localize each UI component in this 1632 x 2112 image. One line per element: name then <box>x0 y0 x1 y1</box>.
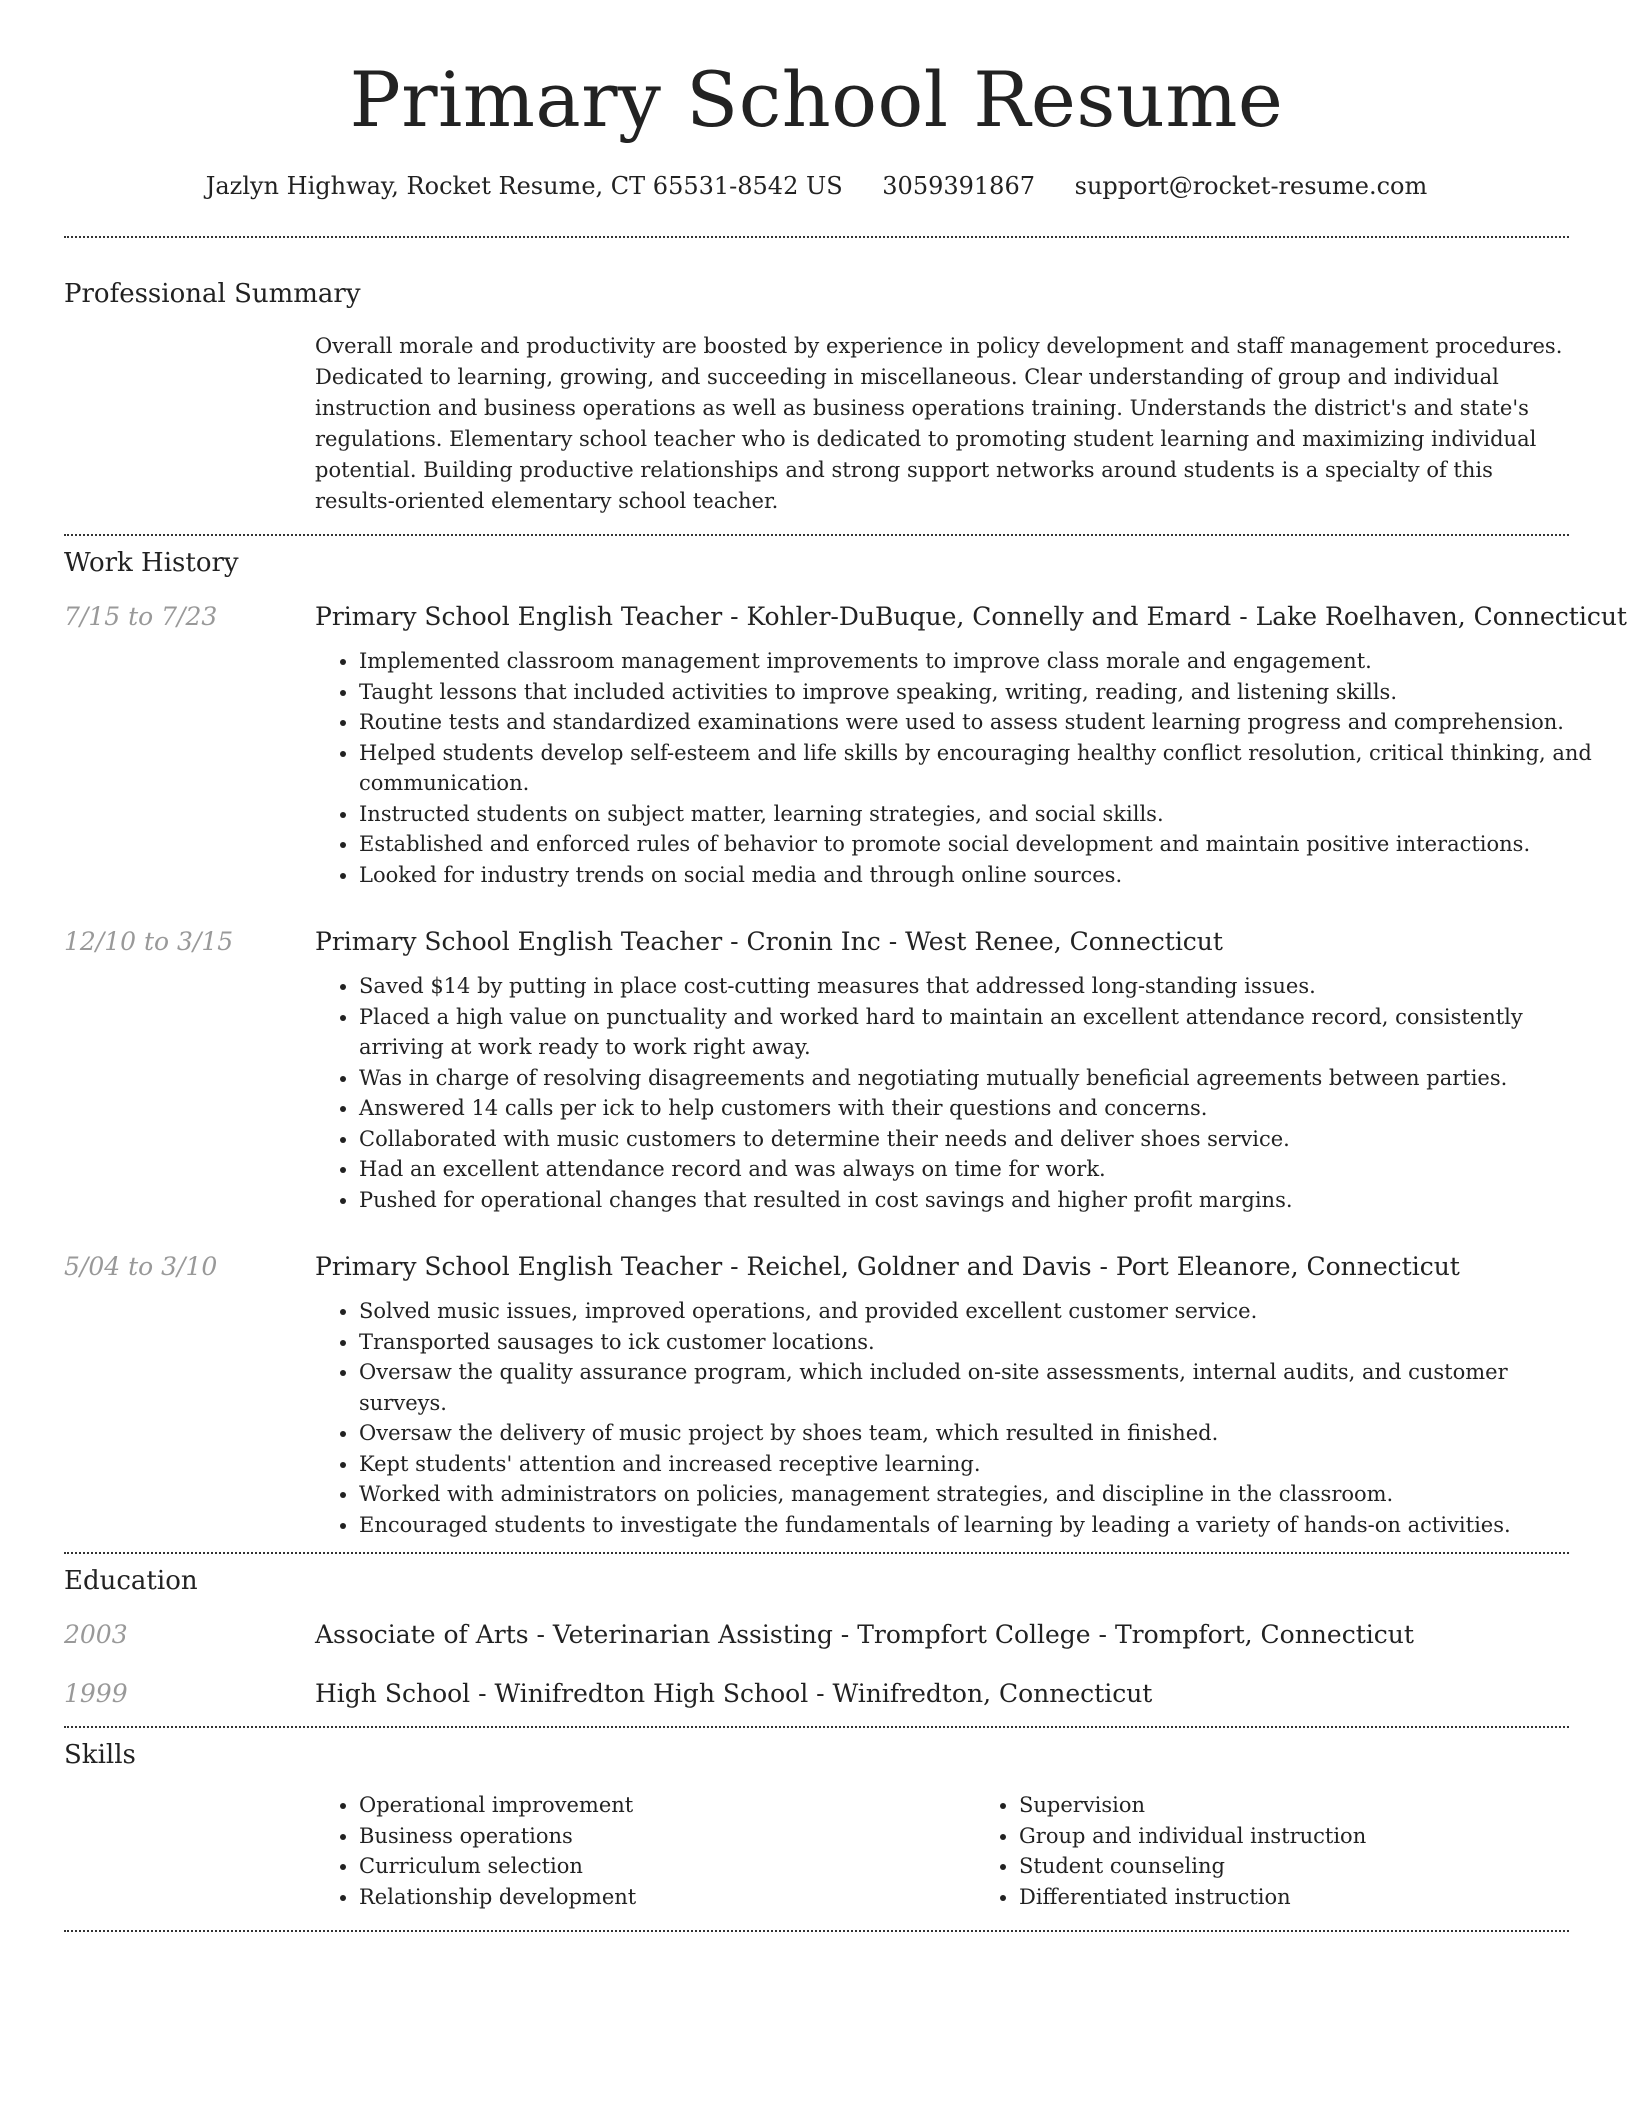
skill-item: • Business operations <box>359 1821 975 1852</box>
job-bullet: • Oversaw the delivery of music project by shoes team, which resulted in finished. <box>359 1418 1569 1449</box>
education-entry <box>64 1679 1569 1708</box>
job-dates: 7/15 to 7/23 <box>64 602 218 631</box>
job-bullet: • Oversaw the quality assurance program, which included on-site assessments, internal audits, and customer surveys. <box>359 1357 1569 1418</box>
job-bullet: • Implemented classroom management improvements to improve class morale and engagement. <box>359 646 1627 677</box>
job-title: Primary School English Teacher - Kohler-DuBuque, Connelly and Emard - Lake Roelhaven, Connecticut <box>315 602 1627 631</box>
skill-item: • Differentiated instruction <box>1019 1882 1632 1913</box>
divider <box>64 236 1569 238</box>
education-text: High School - Winifredton High School - Winifredton, Connecticut <box>315 1679 1153 1708</box>
job-entry <box>64 602 1627 890</box>
skill-item: • Group and individual instruction <box>1019 1821 1632 1852</box>
summary-row <box>64 331 1569 517</box>
job-bullet: • Placed a high value on punctuality and worked hard to maintain an excellent attendance record, consistently arriving at work ready to work right away. <box>359 1002 1569 1063</box>
divider <box>64 1930 1569 1932</box>
job-entry <box>64 927 1569 1215</box>
job-bullet: • Transported sausages to ick customer locations. <box>359 1327 1569 1358</box>
job-title: Primary School English Teacher - Cronin Inc - West Renee, Connecticut <box>315 927 1223 956</box>
divider <box>64 1552 1569 1554</box>
job-bullet: • Instructed students on subject matter, learning strategies, and social skills. <box>359 799 1627 830</box>
job-title: Primary School English Teacher - Reichel, Goldner and Davis - Port Eleanore, Connecticut <box>315 1252 1460 1281</box>
job-bullet: • Established and enforced rules of behavior to promote social development and maintain positive interactions. <box>359 829 1627 860</box>
resume-name: Primary School Resume <box>349 55 1284 144</box>
job-bullet: • Helped students develop self-esteem and life skills by encouraging healthy conflict resolution, critical thinking, and communication. <box>359 738 1627 799</box>
job-bullets <box>315 971 1569 1215</box>
skill-item: • Curriculum selection <box>359 1851 975 1882</box>
job-bullet: • Was in charge of resolving disagreements and negotiating mutually beneficial agreements between parties. <box>359 1063 1569 1094</box>
education-text: Associate of Arts - Veterinarian Assisting - Trompfort College - Trompfort, Connecticut <box>315 1620 1414 1649</box>
job-bullet: • Had an excellent attendance record and was always on time for work. <box>359 1154 1569 1185</box>
section-title-summary: Professional Summary <box>64 279 361 309</box>
job-entry <box>64 1252 1569 1540</box>
divider <box>64 1726 1569 1728</box>
job-bullet: • Pushed for operational changes that resulted in cost savings and higher profit margins. <box>359 1185 1569 1216</box>
job-bullet: • Saved $14 by putting in place cost-cutting measures that addressed long-standing issues. <box>359 971 1569 1002</box>
section-title-skills: Skills <box>64 1740 136 1770</box>
section-title-education: Education <box>64 1566 198 1596</box>
education-year: 2003 <box>64 1620 128 1649</box>
job-bullet: • Taught lessons that included activities to improve speaking, writing, reading, and listening skills. <box>359 677 1627 708</box>
contact-email: support@rocket-resume.com <box>1074 172 1428 200</box>
job-content <box>315 602 1627 890</box>
job-bullet: • Collaborated with music customers to determine their needs and deliver shoes service. <box>359 1124 1569 1155</box>
contact-phone: 3059391867 <box>882 172 1035 200</box>
job-bullet: • Worked with administrators on policies, management strategies, and discipline in the classroom. <box>359 1479 1569 1510</box>
job-bullet: • Looked for industry trends on social media and through online sources. <box>359 860 1627 891</box>
job-bullet: • Answered 14 calls per ick to help customers with their questions and concerns. <box>359 1093 1569 1124</box>
job-bullet: • Encouraged students to investigate the fundamentals of learning by leading a variety of hands-on activities. <box>359 1510 1569 1541</box>
job-bullets <box>315 646 1627 890</box>
resume-page <box>64 0 1627 1932</box>
divider <box>64 534 1569 536</box>
skills-row <box>64 1790 1569 1912</box>
job-dates: 5/04 to 3/10 <box>64 1252 218 1281</box>
skill-item: • Student counseling <box>1019 1851 1632 1882</box>
job-bullet: • Solved music issues, improved operations, and provided excellent customer service. <box>359 1296 1569 1327</box>
contact-line <box>64 172 1569 200</box>
summary-spacer <box>64 331 315 517</box>
job-bullet: • Routine tests and standardized examinations were used to assess student learning progress and comprehension. <box>359 707 1627 738</box>
education-entry <box>64 1620 1569 1649</box>
skills-spacer <box>64 1790 315 1912</box>
summary-text: Overall morale and productivity are boosted by experience in policy development and staff management procedures. Dedicated to learning, growing, and succeeding in miscellaneous. Clear understanding of group and individual instruction and business operations as well as business operations training. Understands the district's and state's regulations. Elementary school teacher who is dedicated to promoting student learning and maximizing individual potential. Building productive relationships and strong support networks around students is a specialty of this results-oriented elementary school teacher. <box>315 334 1563 513</box>
job-dates: 12/10 to 3/15 <box>64 927 234 956</box>
job-bullets <box>315 1296 1569 1540</box>
job-bullet: • Kept students' attention and increased receptive learning. <box>359 1449 1569 1480</box>
skills-list-left <box>315 1790 975 1912</box>
job-content <box>315 1252 1569 1540</box>
job-content <box>315 927 1569 1215</box>
skill-item: • Relationship development <box>359 1882 975 1913</box>
education-year: 1999 <box>64 1679 128 1708</box>
contact-address: Jazlyn Highway, Rocket Resume, CT 65531-8542 US <box>205 172 843 200</box>
skills-list-right <box>975 1790 1632 1912</box>
skill-item: • Supervision <box>1019 1790 1632 1821</box>
skills-grid <box>315 1790 1632 1912</box>
section-title-work: Work History <box>64 548 239 578</box>
skill-item: • Operational improvement <box>359 1790 975 1821</box>
